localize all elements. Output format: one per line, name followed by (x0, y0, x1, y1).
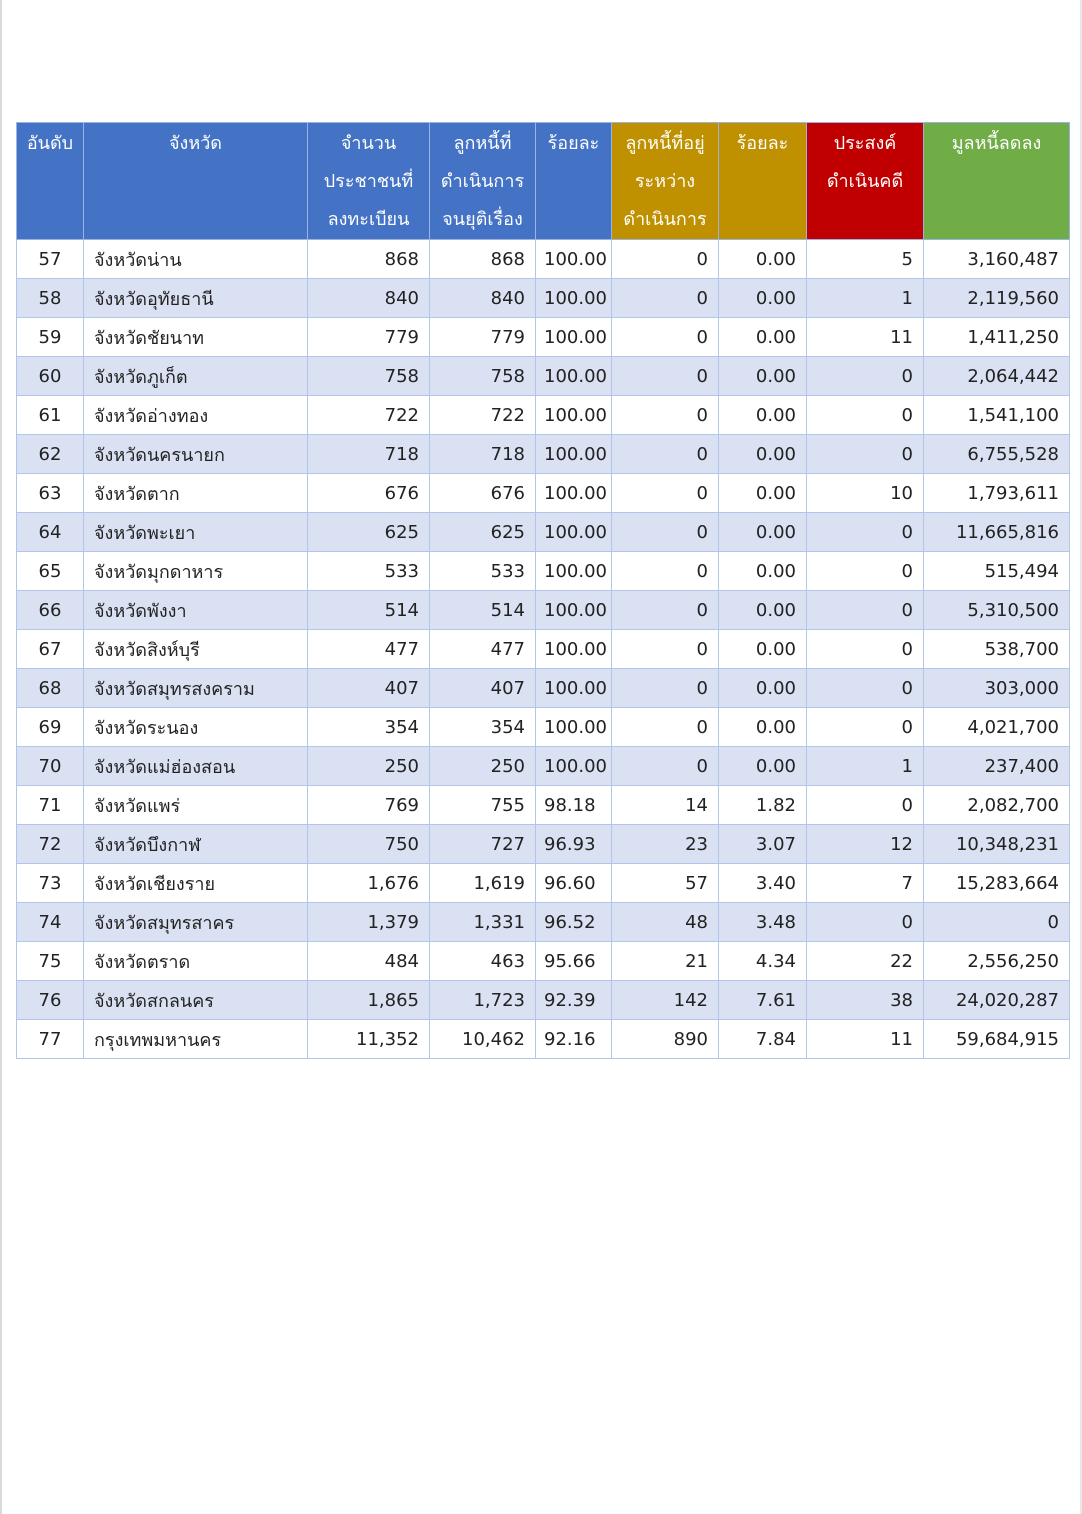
registered-cell: 484 (308, 942, 430, 981)
debt-reduced-cell: 1,411,250 (924, 318, 1070, 357)
lawsuit-cell: 0 (807, 591, 924, 630)
in-progress-pct-cell: 0.00 (719, 318, 807, 357)
lawsuit-cell: 22 (807, 942, 924, 981)
concluded-pct-cell: 95.66 (536, 942, 612, 981)
header-concluded-line: จนยุติเรื่อง (442, 209, 523, 230)
concluded-cell: 840 (430, 279, 536, 318)
lawsuit-cell: 0 (807, 513, 924, 552)
header-registered-line: จำนวน (340, 133, 397, 154)
rank-cell: 65 (17, 552, 84, 591)
in-progress-cell: 0 (612, 552, 719, 591)
header-row (17, 123, 1070, 240)
rank-cell: 60 (17, 357, 84, 396)
in-progress-cell: 0 (612, 630, 719, 669)
concluded-cell: 10,462 (430, 1020, 536, 1059)
concluded-pct-cell: 100.00 (536, 513, 612, 552)
concluded-cell: 477 (430, 630, 536, 669)
registered-cell: 868 (308, 240, 430, 279)
registered-cell: 514 (308, 591, 430, 630)
lawsuit-cell: 0 (807, 435, 924, 474)
rank-cell: 73 (17, 864, 84, 903)
concluded-pct-cell: 100.00 (536, 240, 612, 279)
concluded-cell: 676 (430, 474, 536, 513)
lawsuit-cell: 0 (807, 630, 924, 669)
table-row (17, 474, 1070, 513)
in-progress-cell: 0 (612, 357, 719, 396)
table-row (17, 942, 1070, 981)
debt-ranking-table (16, 122, 1070, 1059)
concluded-pct-cell: 100.00 (536, 396, 612, 435)
lawsuit-cell: 0 (807, 396, 924, 435)
province-cell: จังหวัดเชียงราย (84, 864, 308, 903)
registered-cell: 718 (308, 435, 430, 474)
in-progress-cell: 0 (612, 708, 719, 747)
debt-reduced-cell: 1,793,611 (924, 474, 1070, 513)
rank-cell: 77 (17, 1020, 84, 1059)
concluded-cell: 1,331 (430, 903, 536, 942)
debt-reduced-cell: 10,348,231 (924, 825, 1070, 864)
lawsuit-cell: 0 (807, 903, 924, 942)
debt-reduced-cell: 2,082,700 (924, 786, 1070, 825)
table-body (17, 240, 1070, 1059)
province-cell: กรุงเทพมหานคร (84, 1020, 308, 1059)
header-rank: อันดับ (17, 123, 84, 240)
table-row (17, 318, 1070, 357)
debt-reduced-cell: 237,400 (924, 747, 1070, 786)
rank-cell: 68 (17, 669, 84, 708)
concluded-pct-cell: 96.52 (536, 903, 612, 942)
header-in-progress-line: ดำเนินการ (623, 209, 707, 230)
province-cell: จังหวัดแพร่ (84, 786, 308, 825)
header-in-progress-pct: ร้อยละ (719, 123, 807, 240)
table-row (17, 669, 1070, 708)
header-concluded-line: ดำเนินการ (440, 171, 525, 192)
concluded-pct-cell: 100.00 (536, 747, 612, 786)
in-progress-pct-cell: 0.00 (719, 552, 807, 591)
debt-reduced-cell: 11,665,816 (924, 513, 1070, 552)
province-cell: จังหวัดพะเยา (84, 513, 308, 552)
concluded-cell: 250 (430, 747, 536, 786)
lawsuit-cell: 0 (807, 669, 924, 708)
concluded-pct-cell: 100.00 (536, 630, 612, 669)
header-lawsuit (807, 123, 924, 240)
province-cell: จังหวัดอ่างทอง (84, 396, 308, 435)
concluded-cell: 407 (430, 669, 536, 708)
registered-cell: 676 (308, 474, 430, 513)
registered-cell: 1,379 (308, 903, 430, 942)
registered-cell: 758 (308, 357, 430, 396)
registered-cell: 477 (308, 630, 430, 669)
province-cell: จังหวัดสิงห์บุรี (84, 630, 308, 669)
in-progress-cell: 57 (612, 864, 719, 903)
header-in-progress-line: ระหว่าง (634, 171, 696, 192)
debt-reduced-cell: 515,494 (924, 552, 1070, 591)
lawsuit-cell: 1 (807, 747, 924, 786)
rank-cell: 75 (17, 942, 84, 981)
province-cell: จังหวัดตราด (84, 942, 308, 981)
registered-cell: 722 (308, 396, 430, 435)
table-row (17, 708, 1070, 747)
registered-cell: 840 (308, 279, 430, 318)
table-row (17, 552, 1070, 591)
rank-cell: 57 (17, 240, 84, 279)
lawsuit-cell: 11 (807, 318, 924, 357)
concluded-cell: 463 (430, 942, 536, 981)
concluded-cell: 758 (430, 357, 536, 396)
table-row (17, 630, 1070, 669)
province-cell: จังหวัดอุทัยธานี (84, 279, 308, 318)
in-progress-cell: 0 (612, 591, 719, 630)
rank-cell: 74 (17, 903, 84, 942)
in-progress-cell: 0 (612, 240, 719, 279)
province-cell: จังหวัดชัยนาท (84, 318, 308, 357)
page-edge-left (0, 0, 2, 1514)
registered-cell: 407 (308, 669, 430, 708)
concluded-pct-cell: 100.00 (536, 357, 612, 396)
header-lawsuit-line: ประสงค์ (833, 133, 897, 154)
rank-cell: 69 (17, 708, 84, 747)
province-cell: จังหวัดมุกดาหาร (84, 552, 308, 591)
province-cell: จังหวัดตาก (84, 474, 308, 513)
lawsuit-cell: 11 (807, 1020, 924, 1059)
rank-cell: 62 (17, 435, 84, 474)
rank-cell: 76 (17, 981, 84, 1020)
registered-cell: 354 (308, 708, 430, 747)
debt-reduced-cell: 2,556,250 (924, 942, 1070, 981)
concluded-pct-cell: 92.39 (536, 981, 612, 1020)
province-cell: จังหวัดแม่ฮ่องสอน (84, 747, 308, 786)
rank-cell: 63 (17, 474, 84, 513)
in-progress-pct-cell: 0.00 (719, 279, 807, 318)
concluded-pct-cell: 100.00 (536, 318, 612, 357)
in-progress-cell: 890 (612, 1020, 719, 1059)
concluded-cell: 533 (430, 552, 536, 591)
lawsuit-cell: 5 (807, 240, 924, 279)
province-cell: จังหวัดสมุทรสาคร (84, 903, 308, 942)
debt-reduced-cell: 59,684,915 (924, 1020, 1070, 1059)
province-cell: จังหวัดน่าน (84, 240, 308, 279)
province-cell: จังหวัดนครนายก (84, 435, 308, 474)
in-progress-pct-cell: 3.48 (719, 903, 807, 942)
rank-cell: 58 (17, 279, 84, 318)
debt-reduced-cell: 3,160,487 (924, 240, 1070, 279)
concluded-cell: 354 (430, 708, 536, 747)
in-progress-pct-cell: 0.00 (719, 708, 807, 747)
concluded-cell: 779 (430, 318, 536, 357)
table-row (17, 357, 1070, 396)
header-concluded (430, 123, 536, 240)
table-row (17, 747, 1070, 786)
debt-reduced-cell: 6,755,528 (924, 435, 1070, 474)
rank-cell: 67 (17, 630, 84, 669)
rank-cell: 66 (17, 591, 84, 630)
concluded-pct-cell: 96.93 (536, 825, 612, 864)
header-province: จังหวัด (84, 123, 308, 240)
debt-reduced-cell: 2,064,442 (924, 357, 1070, 396)
registered-cell: 750 (308, 825, 430, 864)
debt-reduced-cell: 2,119,560 (924, 279, 1070, 318)
lawsuit-cell: 12 (807, 825, 924, 864)
in-progress-cell: 0 (612, 513, 719, 552)
in-progress-pct-cell: 0.00 (719, 357, 807, 396)
in-progress-cell: 0 (612, 318, 719, 357)
in-progress-cell: 14 (612, 786, 719, 825)
lawsuit-cell: 1 (807, 279, 924, 318)
debt-reduced-cell: 4,021,700 (924, 708, 1070, 747)
table-row (17, 786, 1070, 825)
in-progress-pct-cell: 4.34 (719, 942, 807, 981)
concluded-cell: 1,723 (430, 981, 536, 1020)
concluded-cell: 727 (430, 825, 536, 864)
rank-cell: 72 (17, 825, 84, 864)
table-row (17, 279, 1070, 318)
in-progress-cell: 0 (612, 279, 719, 318)
header-concluded-line: ลูกหนี้ที่ (453, 133, 512, 154)
in-progress-cell: 23 (612, 825, 719, 864)
header-debt-reduced: มูลหนี้ลดลง (924, 123, 1070, 240)
table-row (17, 981, 1070, 1020)
concluded-pct-cell: 100.00 (536, 708, 612, 747)
table-row (17, 396, 1070, 435)
table-row (17, 240, 1070, 279)
in-progress-cell: 0 (612, 747, 719, 786)
registered-cell: 533 (308, 552, 430, 591)
in-progress-cell: 0 (612, 435, 719, 474)
concluded-pct-cell: 100.00 (536, 552, 612, 591)
debt-reduced-cell: 5,310,500 (924, 591, 1070, 630)
registered-cell: 250 (308, 747, 430, 786)
concluded-pct-cell: 100.00 (536, 279, 612, 318)
in-progress-pct-cell: 0.00 (719, 669, 807, 708)
lawsuit-cell: 0 (807, 552, 924, 591)
in-progress-pct-cell: 0.00 (719, 591, 807, 630)
in-progress-pct-cell: 0.00 (719, 474, 807, 513)
header-in-progress-line: ลูกหนี้ที่อยู่ (625, 133, 705, 154)
table-row (17, 435, 1070, 474)
rank-cell: 70 (17, 747, 84, 786)
concluded-pct-cell: 92.16 (536, 1020, 612, 1059)
header-lawsuit-line: ดำเนินคดี (826, 171, 904, 192)
in-progress-pct-cell: 1.82 (719, 786, 807, 825)
in-progress-cell: 21 (612, 942, 719, 981)
registered-cell: 11,352 (308, 1020, 430, 1059)
concluded-pct-cell: 100.00 (536, 435, 612, 474)
debt-reduced-cell: 1,541,100 (924, 396, 1070, 435)
in-progress-pct-cell: 3.40 (719, 864, 807, 903)
in-progress-pct-cell: 7.84 (719, 1020, 807, 1059)
in-progress-cell: 0 (612, 474, 719, 513)
registered-cell: 1,865 (308, 981, 430, 1020)
in-progress-cell: 0 (612, 669, 719, 708)
lawsuit-cell: 38 (807, 981, 924, 1020)
lawsuit-cell: 10 (807, 474, 924, 513)
header-registered-line: ประชาชนที่ (323, 171, 414, 192)
province-cell: จังหวัดภูเก็ต (84, 357, 308, 396)
registered-cell: 769 (308, 786, 430, 825)
in-progress-cell: 0 (612, 396, 719, 435)
registered-cell: 1,676 (308, 864, 430, 903)
debt-reduced-cell: 538,700 (924, 630, 1070, 669)
debt-reduced-cell: 15,283,664 (924, 864, 1070, 903)
concluded-pct-cell: 100.00 (536, 591, 612, 630)
debt-reduced-cell: 0 (924, 903, 1070, 942)
province-cell: จังหวัดระนอง (84, 708, 308, 747)
concluded-pct-cell: 98.18 (536, 786, 612, 825)
in-progress-pct-cell: 0.00 (719, 630, 807, 669)
concluded-cell: 514 (430, 591, 536, 630)
header-concluded-pct: ร้อยละ (536, 123, 612, 240)
rank-cell: 59 (17, 318, 84, 357)
in-progress-cell: 48 (612, 903, 719, 942)
header-in-progress (612, 123, 719, 240)
in-progress-pct-cell: 0.00 (719, 435, 807, 474)
table-row (17, 513, 1070, 552)
province-cell: จังหวัดพังงา (84, 591, 308, 630)
registered-cell: 779 (308, 318, 430, 357)
in-progress-pct-cell: 0.00 (719, 396, 807, 435)
concluded-cell: 755 (430, 786, 536, 825)
debt-reduced-cell: 24,020,287 (924, 981, 1070, 1020)
lawsuit-cell: 7 (807, 864, 924, 903)
rank-cell: 71 (17, 786, 84, 825)
in-progress-pct-cell: 3.07 (719, 825, 807, 864)
lawsuit-cell: 0 (807, 786, 924, 825)
table-row (17, 903, 1070, 942)
in-progress-pct-cell: 0.00 (719, 513, 807, 552)
concluded-cell: 868 (430, 240, 536, 279)
in-progress-pct-cell: 0.00 (719, 240, 807, 279)
table-row (17, 825, 1070, 864)
table-row (17, 1020, 1070, 1059)
in-progress-pct-cell: 0.00 (719, 747, 807, 786)
province-cell: จังหวัดสกลนคร (84, 981, 308, 1020)
concluded-cell: 722 (430, 396, 536, 435)
rank-cell: 61 (17, 396, 84, 435)
registered-cell: 625 (308, 513, 430, 552)
province-cell: จังหวัดสมุทรสงคราม (84, 669, 308, 708)
concluded-cell: 718 (430, 435, 536, 474)
debt-reduced-cell: 303,000 (924, 669, 1070, 708)
in-progress-pct-cell: 7.61 (719, 981, 807, 1020)
header-registered-line: ลงทะเบียน (327, 209, 410, 230)
concluded-cell: 1,619 (430, 864, 536, 903)
province-cell: จังหวัดบึงกาฬ (84, 825, 308, 864)
table-row (17, 864, 1070, 903)
rank-cell: 64 (17, 513, 84, 552)
concluded-cell: 625 (430, 513, 536, 552)
table-row (17, 591, 1070, 630)
concluded-pct-cell: 100.00 (536, 474, 612, 513)
concluded-pct-cell: 96.60 (536, 864, 612, 903)
header-registered (308, 123, 430, 240)
lawsuit-cell: 0 (807, 357, 924, 396)
lawsuit-cell: 0 (807, 708, 924, 747)
concluded-pct-cell: 100.00 (536, 669, 612, 708)
in-progress-cell: 142 (612, 981, 719, 1020)
